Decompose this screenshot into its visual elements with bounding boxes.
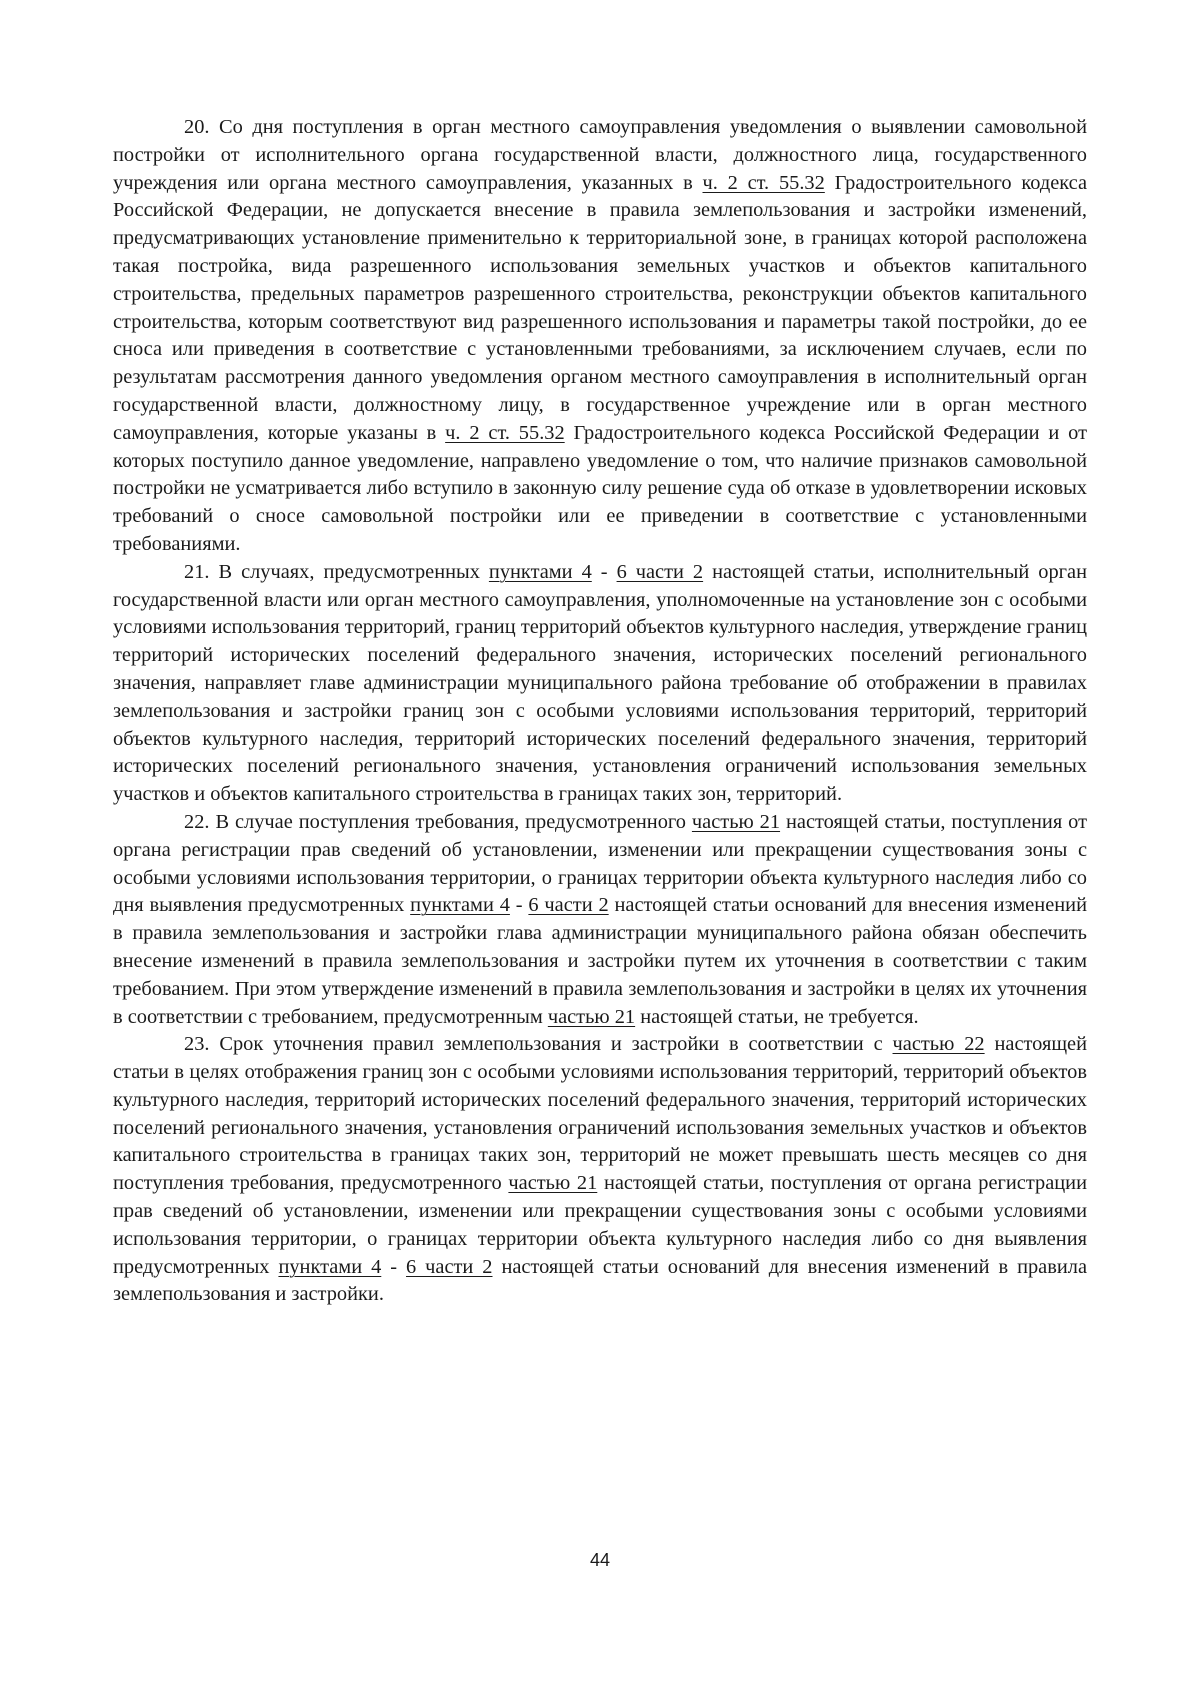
text-segment: Градостроительного кодекса Российской Федерации и от которых поступило данное уведомление, направлено уведомление о том, что наличие признаков самовольной постройки не усматривается либо вступило в законную силу решение суда об отказе в удовлетворении исковых требований о сносе самовольной постройки или ее приведении в соответствие с установленными требованиями. <box>113 421 1087 555</box>
text-segment: настоящей статьи, поступления от органа регистрации прав сведений об установлении, изменении или прекращении существования зоны с особыми условиями использования территории, о границах территории объекта культурного наследия либо со дня выявления предусмотренных <box>113 810 1088 917</box>
paragraph-23 <box>113 1031 1087 1309</box>
text-segment: 23. Срок уточнения правил землепользования и застройки в соответствии с <box>184 1033 893 1056</box>
text-segment: 21. В случаях, предусмотренных <box>184 560 489 583</box>
reference-link-part-21[interactable]: частью 21 <box>691 810 781 833</box>
text-segment: - <box>509 894 529 917</box>
reference-link-article-55-32[interactable]: ч. 2 ст. 55.32 <box>445 421 565 444</box>
text-segment: Градостроительного кодекса Российской Федерации, не допускается внесение в правила землепользования и застройки изменений, предусматривающих установление применительно к территориальной зоне, в границах которой расположена такая постройка, вида разрешенного использования земельных участков и объектов капитального строительства, предельных параметров разрешенного строительства, реконструкции объектов капитального строительства, которым соответствуют вид разрешенного использования и параметры такой постройки, до ее сноса или приведения в соответствие с установленными требованиями, за исключением случаев, если по результатам рассмотрения данного уведомления органом местного самоуправления в исполнительный орган государственной власти, должностному лицу, в государственное учреждение или в орган местного самоуправления, которые указаны в <box>113 171 1087 444</box>
reference-link-items-4[interactable]: пунктами 4 <box>278 1255 382 1278</box>
reference-link-part-2[interactable]: 6 части 2 <box>528 894 609 917</box>
reference-link-part-21[interactable]: частью 21 <box>547 1005 636 1028</box>
reference-link-part-21[interactable]: частью 21 <box>508 1172 598 1195</box>
reference-link-part-2[interactable]: 6 части 2 <box>406 1255 493 1278</box>
paragraph-21 <box>113 559 1087 809</box>
reference-link-article-55-32[interactable]: ч. 2 ст. 55.32 <box>702 171 825 194</box>
text-segment: настоящей статьи оснований для внесения изменений в правила землепользования и застройки глава администрации муниципального района обязан обеспечить внесение изменений в правила землепользования и застройки путем их уточнения в соответствии с таким требованием. При этом утверждение изменений в правила землепользования и застройки в целях их уточнения в соответствии с требованием, предусмотренным <box>113 894 1087 1028</box>
text-segment: настоящей статьи в целях отображения границ зон с особыми условиями использования территорий, территорий объектов культурного наследия, территорий исторических поселений федерального значения, территорий исторических поселений регионального значения, установления ограничений использования земельных участков и объектов капитального строительства в границах таких зон, территорий не может превышать шесть месяцев со дня поступления требования, предусмотренного <box>113 1033 1087 1195</box>
text-segment: настоящей статьи, исполнительный орган государственной власти или орган местного самоуправления, уполномоченные на установление зон с особыми условиями использования территорий, границ территорий объектов культурного наследия, утверждение границ территорий исторических поселений федерального значения, исторических поселений регионального значения, направляет главе администрации муниципального района требование об отображении в правилах землепользования и застройки границ зон с особыми условиями использования территорий, территорий объектов культурного наследия, территорий исторических поселений федерального значения, территорий исторических поселений регионального значения, установления ограничений использования земельных участков и объектов капитального строительства в границах таких зон, территорий. <box>113 560 1087 806</box>
text-segment: - <box>591 560 617 583</box>
reference-link-part-22[interactable]: частью 22 <box>892 1033 985 1056</box>
text-segment: настоящей статьи, не требуется. <box>635 1005 919 1028</box>
paragraph-22 <box>113 809 1087 1031</box>
document-body <box>113 114 1087 1309</box>
reference-link-items-4[interactable]: пунктами 4 <box>410 894 510 917</box>
paragraph-20 <box>113 114 1087 559</box>
reference-link-part-2[interactable]: 6 части 2 <box>616 560 704 583</box>
text-segment: настоящей статьи оснований для внесения изменений в правила землепользования и застройки. <box>113 1255 1088 1306</box>
reference-link-items-4[interactable]: пунктами 4 <box>488 560 592 583</box>
text-segment: 22. В случае поступления требования, предусмотренного <box>184 810 692 833</box>
text-segment: 20. Со дня поступления в орган местного самоуправления уведомления о выявлении самовольной постройки от исполнительного органа государственной власти, должностного лица, государственного учреждения или органа местного самоуправления, указанных в <box>113 116 1087 194</box>
text-segment: настоящей статьи, поступления от органа регистрации прав сведений об установлении, изменении или прекращении существования зоны с особыми условиями использования территории, о границах территории объекта культурного наследия либо со дня выявления предусмотренных <box>113 1172 1087 1278</box>
page-number: 44 <box>589 1550 611 1570</box>
text-segment: - <box>381 1255 406 1278</box>
